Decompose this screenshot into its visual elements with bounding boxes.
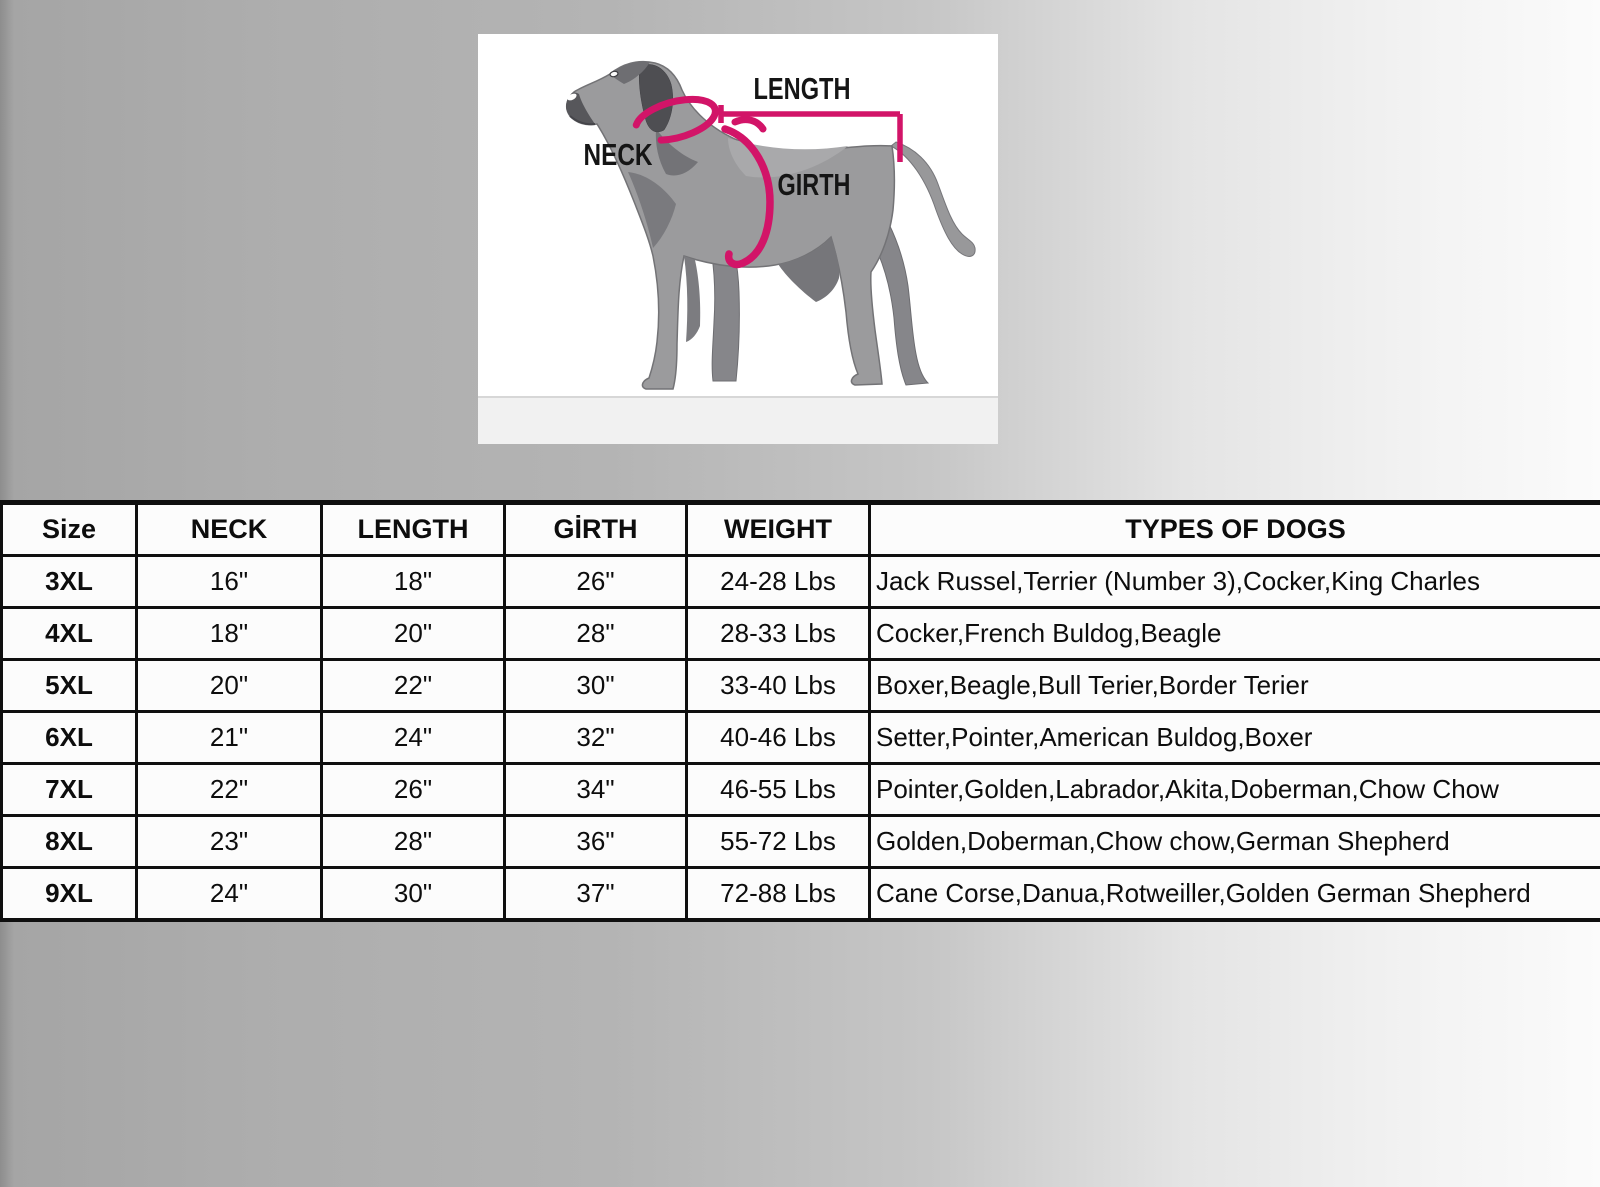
table-row <box>2 660 1600 712</box>
column-header-size: Size <box>2 503 137 556</box>
length-label: LENGTH <box>753 71 851 106</box>
size-cell: 7XL <box>2 764 137 816</box>
girth-label: GIRTH <box>777 167 851 202</box>
table-row <box>2 712 1600 764</box>
neck-cell: 23" <box>137 816 322 868</box>
neck-cell: 24" <box>137 868 322 921</box>
weight-cell: 24-28 Lbs <box>687 556 870 608</box>
girth-cell: 28" <box>505 608 687 660</box>
girth-cell: 26" <box>505 556 687 608</box>
neck-cell: 18" <box>137 608 322 660</box>
dog-diagram-svg <box>478 34 998 444</box>
types-cell: Cocker,French Buldog,Beagle <box>870 608 1600 660</box>
neck-cell: 21" <box>137 712 322 764</box>
size-cell: 4XL <box>2 608 137 660</box>
size-cell: 8XL <box>2 816 137 868</box>
column-header-neck: NECK <box>137 503 322 556</box>
length-cell: 30" <box>322 868 505 921</box>
girth-cell: 30" <box>505 660 687 712</box>
length-cell: 18" <box>322 556 505 608</box>
table-row <box>2 608 1600 660</box>
dog-tail <box>891 142 975 256</box>
column-header-length: LENGTH <box>322 503 505 556</box>
size-cell: 3XL <box>2 556 137 608</box>
column-header-weight: WEIGHT <box>687 503 870 556</box>
types-cell: Jack Russel,Terrier (Number 3),Cocker,King Charles <box>870 556 1600 608</box>
types-cell: Setter,Pointer,American Buldog,Boxer <box>870 712 1600 764</box>
weight-cell: 46-55 Lbs <box>687 764 870 816</box>
length-cell: 28" <box>322 816 505 868</box>
size-cell: 9XL <box>2 868 137 921</box>
types-cell: Pointer,Golden,Labrador,Akita,Doberman,Chow Chow <box>870 764 1600 816</box>
girth-cell: 36" <box>505 816 687 868</box>
neck-label: NECK <box>583 137 653 172</box>
table-row <box>2 816 1600 868</box>
column-header-girth: GİRTH <box>505 503 687 556</box>
dog-measurement-image <box>478 34 998 444</box>
types-cell: Boxer,Beagle,Bull Terier,Border Terier <box>870 660 1600 712</box>
length-cell: 20" <box>322 608 505 660</box>
size-table <box>0 500 1600 922</box>
girth-loop-top <box>735 120 763 129</box>
table-row <box>2 868 1600 921</box>
weight-cell: 72-88 Lbs <box>687 868 870 921</box>
table-row <box>2 764 1600 816</box>
size-cell: 5XL <box>2 660 137 712</box>
types-cell: Cane Corse,Danua,Rotweiller,Golden German Shepherd <box>870 868 1600 921</box>
types-cell: Golden,Doberman,Chow chow,German Shepherd <box>870 816 1600 868</box>
girth-cell: 37" <box>505 868 687 921</box>
column-header-types: TYPES OF DOGS <box>870 503 1600 556</box>
neck-cell: 20" <box>137 660 322 712</box>
neck-cell: 16" <box>137 556 322 608</box>
weight-cell: 28-33 Lbs <box>687 608 870 660</box>
neck-cell: 22" <box>137 764 322 816</box>
table-header-row <box>2 503 1600 556</box>
girth-cell: 34" <box>505 764 687 816</box>
girth-cell: 32" <box>505 712 687 764</box>
weight-cell: 55-72 Lbs <box>687 816 870 868</box>
length-cell: 26" <box>322 764 505 816</box>
length-cell: 24" <box>322 712 505 764</box>
floor <box>478 397 998 444</box>
length-cell: 22" <box>322 660 505 712</box>
table-row <box>2 556 1600 608</box>
weight-cell: 40-46 Lbs <box>687 712 870 764</box>
size-cell: 6XL <box>2 712 137 764</box>
weight-cell: 33-40 Lbs <box>687 660 870 712</box>
